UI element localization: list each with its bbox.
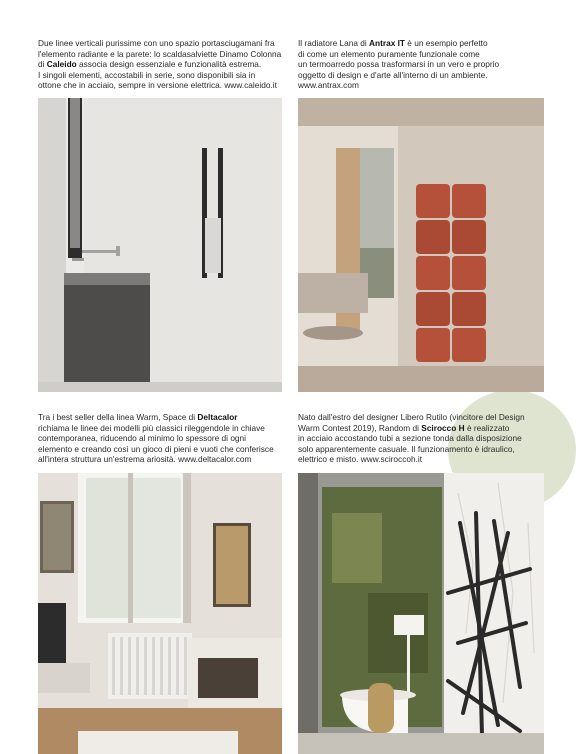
- caption-text: oggetto di design e d'arte all'interno di un ambiente.: [298, 69, 488, 80]
- caption-line: [38, 49, 281, 60]
- caption-line: [298, 49, 499, 60]
- caption-deltacalor: [38, 412, 274, 465]
- photo-caleido-bathroom: [38, 98, 282, 392]
- caption-text: un termoarredo possa trasformarsi in un vero e proprio: [298, 59, 500, 70]
- photo-scirocco-bathroom: [298, 473, 544, 754]
- caption-text: Nato dall'estro del designer Libero Rutilo (vincitore del Design: [298, 412, 525, 422]
- caption-line: [38, 59, 281, 70]
- caption-text: Tra i best seller della linea Warm, Space di: [38, 412, 198, 422]
- caption-caleido: [38, 38, 281, 91]
- caption-line: [298, 433, 525, 444]
- caption-line: [38, 433, 274, 444]
- caption-text: di: [38, 59, 47, 70]
- caption-text: elemento e creando così un gioco di pieni e vuoti che conferisce: [38, 443, 274, 454]
- caption-line: [38, 80, 281, 91]
- caption-line: [298, 454, 525, 465]
- caption-line: [298, 423, 525, 434]
- caption-text: www.antrax.com: [298, 80, 359, 91]
- caption-text: Il radiatore Lana di: [298, 38, 370, 48]
- caption-text: l'elemento radiante e la parete: lo scaldasalviette Dinamo Colonna: [38, 48, 282, 59]
- caption-line: [38, 38, 281, 49]
- photo-antrax-radiator: [298, 98, 544, 392]
- caption-line: [38, 454, 274, 465]
- caption-line: [298, 38, 499, 49]
- caption-line: [38, 423, 274, 434]
- caption-text: ottone che in acciaio, sempre in versione elettrica. www.caleido.it: [38, 80, 277, 91]
- caption-line: [298, 80, 499, 91]
- brand-name: Antrax IT: [369, 38, 405, 48]
- caption-scirocco: [298, 412, 525, 465]
- caption-text: all'intera struttura un'estrema ariosità. www.deltacalor.com: [38, 454, 252, 465]
- photo-deltacalor-living-room: [38, 473, 282, 754]
- caption-text: associa design essenziale e funzionalità estrema.: [76, 59, 262, 70]
- caption-antrax: [298, 38, 499, 91]
- caption-text: solo apparentemente casuale. Il funzionamento è idraulico,: [298, 443, 515, 454]
- caption-line: [38, 70, 281, 81]
- caption-line: [298, 412, 525, 423]
- caption-line: [38, 412, 274, 423]
- brand-name: Scirocco H: [421, 422, 465, 433]
- caption-line: [298, 70, 499, 81]
- caption-text: di come un elemento puramente funzionale come: [298, 48, 480, 59]
- brand-name: Deltacalor: [197, 412, 238, 422]
- caption-text: I singoli elementi, accostabili in serie, sono disponibili sia in: [38, 69, 256, 80]
- caption-text: Warm Contest 2019), Random di: [298, 422, 422, 433]
- caption-text: in acciaio accostando tubi a sezione tonda dalla disposizione: [298, 433, 522, 444]
- caption-text: richiama le linee dei modelli più classici rileggendole in chiave: [38, 422, 265, 433]
- caption-text: è un esempio perfetto: [405, 38, 488, 48]
- caption-text: Due linee verticali purissime con uno spazio portasciugamani fra: [38, 38, 275, 48]
- caption-text: elettrico e misto. www.sciroccoh.it: [298, 454, 423, 465]
- caption-line: [298, 444, 525, 455]
- brand-name: Caleido: [46, 59, 77, 70]
- caption-text: contemporanea, riducendo al minimo lo spessore di ogni: [38, 433, 247, 444]
- caption-text: è realizzato: [464, 422, 510, 433]
- caption-line: [298, 59, 499, 70]
- caption-line: [38, 444, 274, 455]
